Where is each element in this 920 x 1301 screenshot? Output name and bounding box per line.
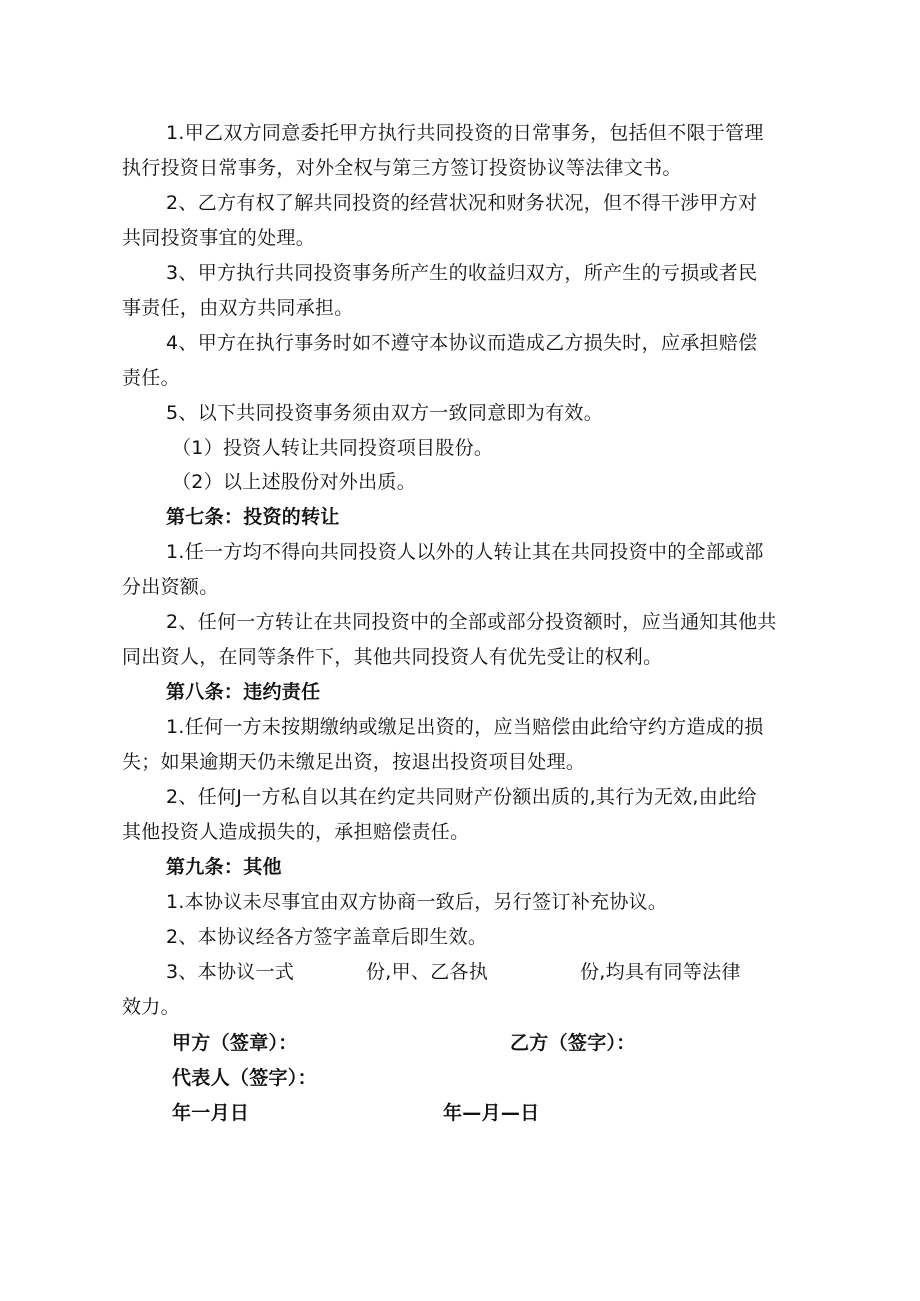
clause-8-2-line-2: 其他投资人造成损失的，承担赔偿责任。 [122, 821, 470, 843]
article-7-heading: 第七条：投资的转让 [166, 506, 340, 528]
article-9-heading: 第九条：其他 [166, 856, 282, 878]
clause-7-1-line-1: 1.任一方均不得向共同投资人以外的人转让其在共同投资中的全部或部 [166, 541, 764, 563]
party-a-signature-label: 甲方（签章）： [172, 1032, 298, 1054]
party-b-signature-label: 乙方（签字）： [510, 1032, 636, 1054]
clause-7-2-line-2: 同出资人，在同等条件下，其他共同投资人有优先受让的权利。 [122, 646, 663, 668]
article-8-heading: 第八条：违约责任 [166, 681, 321, 703]
clause-9-3-part-3: 份,均具有同等法律 [580, 961, 741, 983]
clause-9-1: 1.本协议未尽事宜由双方协商一致后，另行签订补充协议。 [166, 891, 668, 913]
clause-6-4-line-2: 责任。 [122, 367, 180, 389]
clause-6-5-item-1: （1）投资人转让共同投资项目股份。 [172, 437, 494, 459]
clause-6-3-line-1: 3、甲方执行共同投资事务所产生的收益归双方，所产生的亏损或者民 [166, 262, 758, 284]
clause-6-5: 5、以下共同投资事务须由双方一致同意即为有效。 [166, 402, 603, 424]
clause-6-2-line-2: 共同投资事宜的处理。 [122, 227, 316, 249]
clause-9-3-part-1: 3、本协议一式 [166, 961, 295, 983]
clause-6-3-line-2: 事责任，由双方共同承担。 [122, 297, 354, 319]
representative-signature-label: 代表人（签字）： [172, 1067, 317, 1089]
clause-6-5-item-2: （2）以上述股份对外出质。 [172, 471, 416, 493]
clause-8-1-line-2: 失；如果逾期天仍未缴足出资，按退出投资项目处理。 [122, 751, 586, 773]
party-a-date: 年一月日 [172, 1102, 250, 1124]
clause-6-4-line-1: 4、甲方在执行事务时如不遵守本协议而造成乙方损失时，应承担赔偿 [166, 332, 758, 354]
clause-8-1-line-1: 1.任何一方未按期缴纳或缴足出资的，应当赔偿由此给守约方造成的损 [166, 716, 764, 738]
clause-9-3-line-2: 效力。 [122, 996, 180, 1018]
clause-9-2: 2、本协议经各方签字盖章后即生效。 [166, 926, 488, 948]
clause-9-3-part-2: 份,甲、乙各执 [366, 961, 489, 983]
clause-8-2-line-1: 2、任何J一方私自以其在约定共同财产份额出质的,其行为无效,由此给 [166, 786, 757, 808]
clause-7-2-line-1: 2、任何一方转让在共同投资中的全部或部分投资额时，应当通知其他共 [166, 611, 777, 633]
clause-7-1-line-2: 分出资额。 [122, 576, 219, 598]
clause-6-1-line-1: 1.甲乙双方同意委托甲方执行共同投资的日常事务，包括但不限于管理 [166, 122, 764, 144]
clause-6-2-line-1: 2、乙方有权了解共同投资的经营状况和财务状况，但不得干涉甲方对 [166, 192, 758, 214]
party-b-date: 年—月—日 [443, 1102, 540, 1124]
clause-6-1-line-2: 执行投资日常事务，对外全权与第三方签订投资协议等法律文书。 [122, 157, 682, 179]
